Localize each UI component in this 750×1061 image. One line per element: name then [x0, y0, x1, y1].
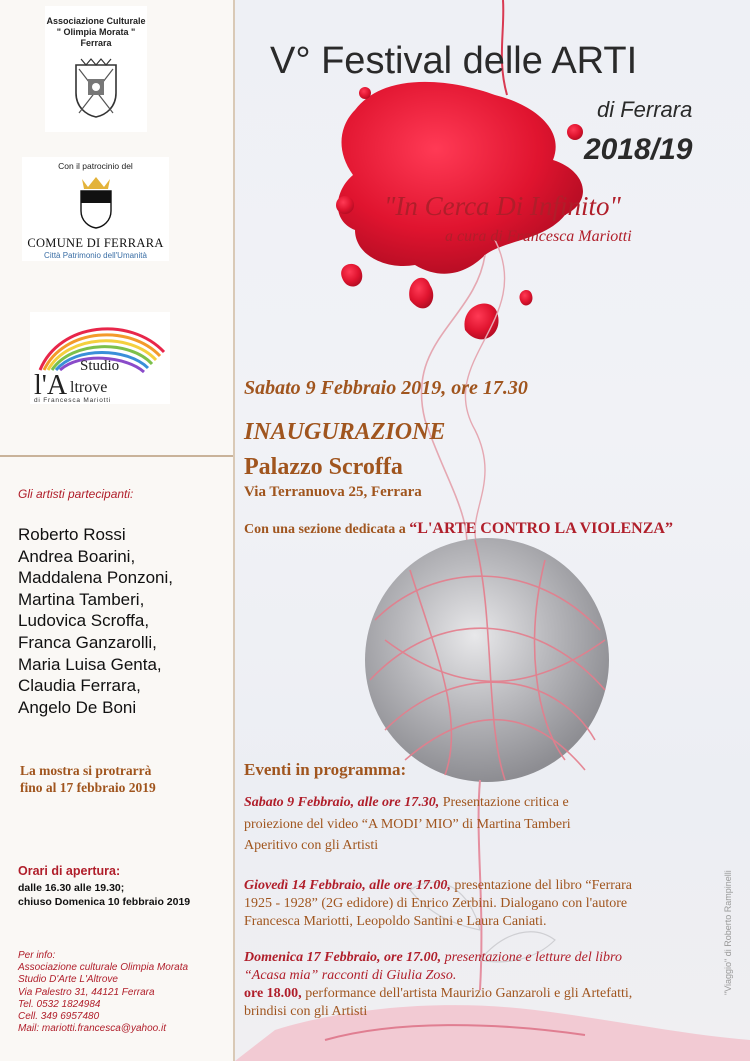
association-name-line3: Ferrara: [80, 38, 112, 48]
curator-credit: a cura di Francesca Mariotti: [445, 228, 632, 245]
event-text: presentazione e letture del libro: [441, 950, 622, 965]
special-section: [244, 520, 673, 538]
comune-logo: [22, 157, 169, 261]
hours-line: dalle 16.30 alle 19.30;: [18, 882, 125, 894]
exhibition-duration: [20, 762, 156, 796]
opening-hours: [18, 881, 190, 909]
hours-line: chiuso Domenica 10 febbraio 2019: [18, 896, 191, 908]
event-text: Aperitivo con gli Artisti: [244, 838, 379, 853]
event-text: Presentazione critica e: [439, 795, 569, 810]
association-logo: [45, 6, 147, 132]
venue-name: Palazzo Scroffa: [244, 454, 403, 480]
festival-title: V° Festival delle ARTI: [270, 40, 638, 82]
studio-word: Studio: [80, 358, 120, 374]
info-line: Associazione culturale Olimpia Morata: [18, 962, 189, 974]
studio-owner: di Francesca Mariotti: [34, 397, 112, 404]
artist-name: Claudia Ferrara,: [18, 676, 141, 696]
event-item: [244, 792, 744, 857]
event-text: performance dell'artista Maurizio Ganzaroli e gli Artefatti,: [301, 986, 633, 1001]
patronage-label: Con il patrocinio del: [58, 161, 133, 171]
event-item: [244, 949, 744, 1021]
section-name: “L'ARTE CONTRO LA VIOLENZA”: [409, 520, 673, 537]
ferrara-shield-icon: [76, 173, 116, 229]
artists-list: [18, 524, 233, 718]
sidebar-section-divider: [0, 455, 233, 457]
altrove-word: ltrove: [70, 379, 108, 396]
venue-address: Via Terranuova 25, Ferrara: [244, 484, 422, 500]
studio-altrove-logo: [30, 312, 170, 404]
event-text: “Acasa mia” racconti di Giulia Zoso.: [244, 968, 457, 983]
info-line: Studio D'Arte L'Altrove: [18, 974, 118, 986]
section-prefix: Con una sezione dedicata a: [244, 522, 410, 537]
event-when: Sabato 9 Febbraio, alle ore 17.30,: [244, 795, 440, 810]
info-phone: Tel. 0532 1824984: [18, 998, 101, 1010]
event-when: Giovedì 14 Febbraio, alle ore 17.00,: [244, 878, 451, 893]
artist-name: Andrea Boarini,: [18, 546, 136, 566]
exhibition-subtitle: "In Cerca Di Infinito": [384, 191, 621, 221]
contact-info: [18, 950, 188, 1035]
event-time: ore 18.00,: [244, 986, 302, 1001]
duration-line: fino al 17 febbraio 2019: [20, 780, 156, 795]
coat-of-arms-icon: [71, 55, 121, 119]
artists-heading: Gli artisti partecipanti:: [18, 487, 134, 501]
artist-name: Angelo De Boni: [18, 697, 137, 717]
artist-name: Ludovica Scroffa,: [18, 611, 150, 631]
rainbow-arc-icon: [30, 312, 170, 404]
artist-name: Maria Luisa Genta,: [18, 654, 162, 674]
event-text: brindisi con gli Artisti: [244, 1004, 368, 1019]
duration-line: La mostra si protrarrà: [20, 763, 152, 778]
info-heading: Per info:: [18, 950, 56, 961]
event-text: presentazione del libro “Ferrara: [450, 878, 633, 893]
artwork-credit: "Viaggio" di Roberto Rampinelli: [723, 870, 733, 995]
festival-year: 2018/19: [584, 133, 693, 166]
altrove-initial: l'A: [34, 370, 68, 401]
info-mobile: Cell. 349 6957480: [18, 1011, 100, 1023]
event-text: Francesca Mariotti, Leopoldo Santini e Laura Caniati.: [244, 914, 547, 929]
inauguration-label: INAUGURAZIONE: [244, 419, 446, 445]
opening-hours-heading: Orari di apertura:: [18, 864, 121, 878]
event-when: Domenica 17 Febbraio, ore 17.00,: [244, 950, 442, 965]
artist-name: Roberto Rossi: [18, 525, 126, 544]
artist-name: Maddalena Ponzoni,: [18, 568, 174, 588]
artist-name: Franca Ganzarolli,: [18, 632, 157, 652]
association-name-line1: Associazione Culturale: [46, 16, 146, 26]
event-text: proiezione del video “A MODI’ MIO” di Martina Tamberi: [244, 816, 571, 832]
comune-tagline: Città Patrimonio dell'Umanità: [44, 251, 147, 260]
inauguration-date: Sabato 9 Febbraio 2019, ore 17.30: [244, 377, 528, 399]
event-item: [244, 877, 744, 931]
info-address: Via Palestro 31, 44121 Ferrara: [18, 986, 155, 998]
event-text: 1925 - 1928” (2G edidore) di Enrico Zerbini. Dialogano con l'autore: [244, 896, 628, 911]
events-heading: Eventi in programma:: [244, 760, 407, 779]
info-email[interactable]: Mail: mariotti.francesca@yahoo.it: [18, 1023, 166, 1035]
festival-city: di Ferrara: [597, 97, 693, 122]
artist-name: Martina Tamberi,: [18, 589, 145, 609]
association-name-line2: " Olimpia Morata ": [56, 27, 136, 37]
comune-name: COMUNE DI FERRARA: [27, 236, 164, 250]
